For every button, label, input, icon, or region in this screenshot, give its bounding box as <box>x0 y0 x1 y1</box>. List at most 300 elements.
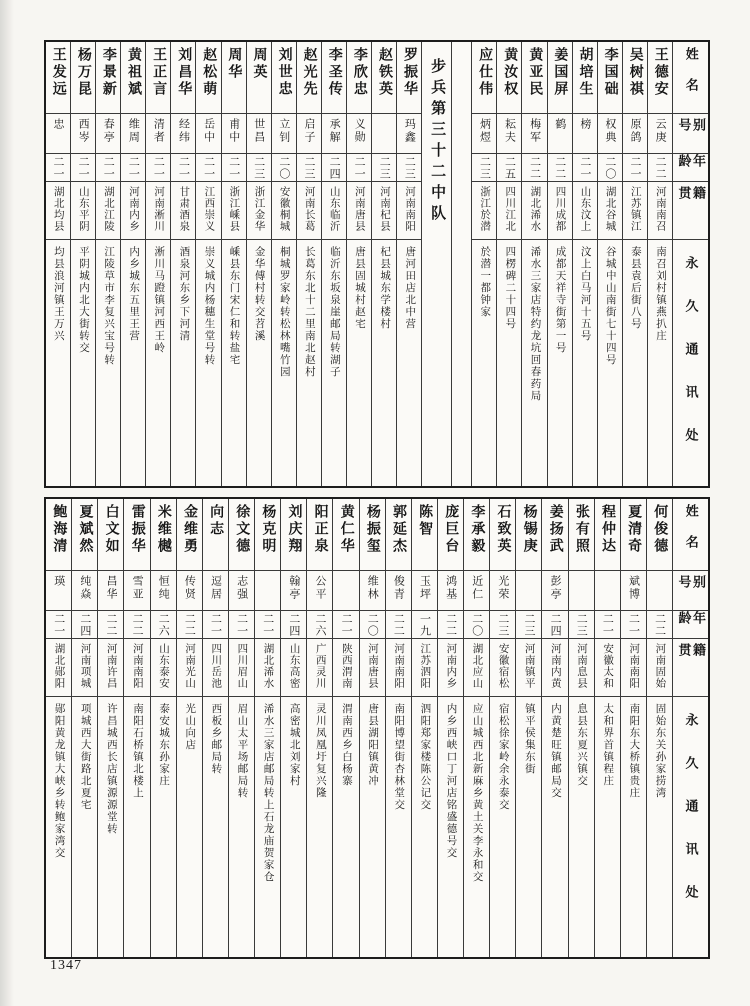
person-alias: 鹤 <box>553 118 566 131</box>
person-age: 二一 <box>227 155 240 180</box>
person-alias-cell <box>621 571 646 611</box>
person-native-place: 河南内乡 <box>445 643 457 689</box>
roster-entry <box>120 42 145 486</box>
person-native-place: 河南南阳 <box>628 643 640 689</box>
person-address: 西板乡邮局转 <box>210 703 222 775</box>
roster-entry <box>594 499 620 957</box>
person-age-cell <box>542 611 567 639</box>
person-native-place-cell <box>229 639 254 697</box>
person-name-cell <box>438 499 463 571</box>
person-native-place-cell <box>438 639 463 697</box>
person-native-place: 江西崇义 <box>203 186 215 232</box>
person-age-cell <box>573 154 597 182</box>
roster-entry <box>296 42 321 486</box>
person-name: 刘世忠 <box>276 47 292 98</box>
person-name-cell <box>464 499 489 571</box>
person-native-place-cell <box>569 639 594 697</box>
person-address-cell <box>203 697 228 957</box>
person-alias-cell <box>647 571 672 611</box>
person-address: 高密城北刘家村 <box>288 703 300 787</box>
roster-entry <box>371 42 396 486</box>
roster-entry <box>646 499 672 957</box>
person-age: 二二 <box>444 612 457 637</box>
person-address-cell <box>46 240 70 486</box>
person-age-cell <box>516 611 541 639</box>
person-age: 二三 <box>496 612 509 637</box>
roster-entry <box>359 499 385 957</box>
person-native-place-cell <box>386 639 411 697</box>
person-age: 二一 <box>629 155 642 180</box>
header-column <box>672 499 708 957</box>
person-address: 泰县袁后街八号 <box>629 246 641 330</box>
roster-entry <box>471 42 496 486</box>
person-age: 二二 <box>553 155 566 180</box>
person-address-cell <box>522 240 546 486</box>
person-alias: 岳中 <box>202 118 215 144</box>
person-name-cell <box>497 42 521 114</box>
person-address-cell <box>464 697 489 957</box>
person-address-cell <box>281 697 306 957</box>
person-age: 二二 <box>654 155 667 180</box>
person-address: 均县浪河镇王万兴 <box>52 246 64 342</box>
header-name-label: 姓名 <box>683 504 699 566</box>
person-name: 雷振华 <box>129 504 145 555</box>
person-alias-cell <box>272 114 296 154</box>
person-address: 泗阳郑家楼陈公记交 <box>419 703 431 811</box>
person-address-cell <box>647 697 672 957</box>
roster-entry <box>246 42 271 486</box>
person-native-place-cell <box>146 182 170 240</box>
person-alias-cell <box>171 114 195 154</box>
person-address: 长葛东北十二里南北赵村 <box>303 246 315 378</box>
person-address-cell <box>247 240 271 486</box>
person-native-place: 安徽宿松 <box>497 643 509 689</box>
person-name: 金维勇 <box>182 504 198 555</box>
roster-entry <box>647 42 672 486</box>
person-alias-cell <box>177 571 202 611</box>
person-native-place-cell <box>333 639 358 697</box>
person-alias-cell <box>464 571 489 611</box>
roster-entry <box>496 42 521 486</box>
person-address: 汶上白马河十五号 <box>579 246 591 342</box>
person-native-place: 河南南召 <box>654 186 666 232</box>
person-name-cell <box>171 42 195 114</box>
person-age: 二四 <box>78 612 91 637</box>
person-alias: 启子 <box>302 118 315 144</box>
person-name: 杨万昆 <box>75 47 91 98</box>
person-native-place: 河南唐县 <box>366 643 378 689</box>
person-native-place-cell <box>46 182 70 240</box>
person-native-place: 山东平阴 <box>77 186 89 232</box>
header-cell-name <box>673 42 708 114</box>
header-cell-native <box>673 639 708 697</box>
person-address-cell <box>573 240 597 486</box>
person-age: 二二 <box>183 612 196 637</box>
person-name: 赵松萌 <box>201 47 217 98</box>
person-name: 郭延杰 <box>391 504 407 555</box>
person-address: 於潜一都钟家 <box>479 246 491 318</box>
person-address: 南召刘村镇燕扒庄 <box>654 246 666 342</box>
person-age: 二二 <box>131 612 144 637</box>
person-name-cell <box>347 42 371 114</box>
person-address-cell <box>347 240 371 486</box>
person-native-place-cell <box>497 182 521 240</box>
person-name-cell <box>573 42 597 114</box>
person-native-place-cell <box>647 639 672 697</box>
person-address: 浠水三家店邮局转上石龙庙贺家仓 <box>262 703 274 883</box>
person-native-place: 河南固始 <box>654 643 666 689</box>
person-alias: 榜 <box>578 118 591 131</box>
person-address-cell <box>490 697 515 957</box>
person-native-place: 湖北郧阳 <box>53 643 65 689</box>
roster-entry <box>228 499 254 957</box>
person-native-place-cell <box>121 182 145 240</box>
header-address-label: 永久通讯处 <box>683 256 699 471</box>
roster-entry <box>437 499 463 957</box>
person-alias-cell <box>542 571 567 611</box>
header-cell-age <box>673 611 708 639</box>
person-age: 二三 <box>522 612 535 637</box>
person-native-place: 浙江金华 <box>253 186 265 232</box>
person-address-cell <box>72 697 97 957</box>
person-age-cell <box>569 611 594 639</box>
person-native-place: 河南许昌 <box>105 643 117 689</box>
person-address: 内乡城东五里王营 <box>128 246 140 342</box>
person-age: 二〇 <box>366 612 379 637</box>
person-address-cell <box>438 697 463 957</box>
person-age-cell <box>647 611 672 639</box>
person-address-cell <box>542 697 567 957</box>
person-native-place-cell <box>171 182 195 240</box>
roster-entry <box>489 499 515 957</box>
person-native-place: 陕西渭南 <box>340 643 352 689</box>
person-native-place: 广西灵川 <box>314 643 326 689</box>
person-native-place-cell <box>124 639 149 697</box>
person-age-cell <box>247 154 271 182</box>
person-age: 二四 <box>287 612 300 637</box>
roster-entry <box>463 499 489 957</box>
person-native-place-cell <box>360 639 385 697</box>
person-name: 王德安 <box>652 47 668 98</box>
person-address: 太和界首镇程庄 <box>602 703 614 787</box>
unit-title-column <box>421 42 451 486</box>
person-alias-cell <box>623 114 647 154</box>
person-alias: 清者 <box>152 118 165 144</box>
person-name-cell <box>595 499 620 571</box>
person-native-place-cell <box>648 182 672 240</box>
person-age: 二一 <box>209 612 222 637</box>
person-name-cell <box>542 499 567 571</box>
person-native-place: 四川江北 <box>504 186 516 232</box>
person-name-cell <box>397 42 421 114</box>
person-alias: 公平 <box>313 575 326 601</box>
person-address-cell <box>623 240 647 486</box>
roster-entry <box>71 499 97 957</box>
person-name-cell <box>372 42 396 114</box>
person-native-place-cell <box>347 182 371 240</box>
person-address: 内乡西峡口丁河店铭盛德号交 <box>445 703 457 859</box>
person-alias-cell <box>322 114 346 154</box>
person-alias: 立钊 <box>277 118 290 144</box>
person-age: 二三 <box>252 155 265 180</box>
person-name-cell <box>522 42 546 114</box>
person-native-place-cell <box>297 182 321 240</box>
person-alias: 传贤 <box>183 575 196 601</box>
roster-entry <box>280 499 306 957</box>
roster-entry <box>170 42 195 486</box>
person-native-place-cell <box>222 182 246 240</box>
person-alias-cell <box>569 571 594 611</box>
person-name: 王发远 <box>50 47 66 98</box>
person-name-cell <box>98 499 123 571</box>
person-alias-cell <box>46 114 70 154</box>
person-native-place-cell <box>598 182 622 240</box>
person-address-cell <box>569 697 594 957</box>
person-native-place-cell <box>516 639 541 697</box>
person-age: 二一 <box>77 155 90 180</box>
person-age-cell <box>46 154 70 182</box>
person-native-place-cell <box>623 182 647 240</box>
roster-entry <box>70 42 95 486</box>
person-name-cell <box>124 499 149 571</box>
roster-entry <box>521 42 546 486</box>
person-alias: 原鸽 <box>629 118 642 144</box>
person-native-place: 安徽太和 <box>602 643 614 689</box>
person-age-cell <box>397 154 421 182</box>
person-alias-cell <box>595 571 620 611</box>
person-native-place: 河南内黄 <box>549 643 561 689</box>
person-address: 渭南西乡白杨寨 <box>340 703 352 787</box>
person-alias-cell <box>151 571 176 611</box>
roster-entry <box>597 42 622 486</box>
roster-entry <box>202 499 228 957</box>
person-name-cell <box>333 499 358 571</box>
person-age: 二四 <box>328 155 341 180</box>
person-native-place: 安徽桐城 <box>278 186 290 232</box>
person-name-cell <box>360 499 385 571</box>
person-age-cell <box>648 154 672 182</box>
person-age-cell <box>146 154 170 182</box>
person-alias: 经纬 <box>177 118 190 144</box>
person-alias: 权典 <box>603 118 616 144</box>
person-address: 淅川马蹬镇河西王岭 <box>153 246 165 354</box>
person-age-cell <box>255 611 280 639</box>
person-address: 唐县湖阳镇黄冲 <box>367 703 379 787</box>
person-age: 二一 <box>601 612 614 637</box>
person-native-place: 河南南阳 <box>404 186 416 232</box>
person-native-place: 湖北谷城 <box>604 186 616 232</box>
roster-entry <box>385 499 411 957</box>
person-native-place: 山东汶上 <box>579 186 591 232</box>
person-alias-cell <box>516 571 541 611</box>
person-name: 夏清奇 <box>626 504 642 555</box>
person-age: 二二 <box>392 612 405 637</box>
person-alias: 云庚 <box>654 118 667 144</box>
person-native-place: 河南镇平 <box>523 643 535 689</box>
header-cell-address <box>673 240 708 486</box>
person-address-cell <box>386 697 411 957</box>
roster-entry <box>572 42 597 486</box>
person-native-place: 浙江嵊县 <box>228 186 240 232</box>
person-name: 黄祖斌 <box>126 47 141 98</box>
person-native-place-cell <box>397 182 421 240</box>
person-address-cell <box>96 240 120 486</box>
person-age-cell <box>98 611 123 639</box>
person-address-cell <box>46 697 71 957</box>
person-alias-cell <box>360 571 385 611</box>
person-native-place: 湖北应山 <box>471 643 483 689</box>
roster-entry <box>46 499 71 957</box>
person-address-cell <box>595 697 620 957</box>
person-address-cell <box>360 697 385 957</box>
person-age-cell <box>171 154 195 182</box>
roster-entry <box>95 42 120 486</box>
person-age-cell <box>272 154 296 182</box>
person-alias: 西岑 <box>77 118 90 144</box>
person-name: 黄汝权 <box>502 47 518 98</box>
person-name-cell <box>203 499 228 571</box>
person-age-cell <box>438 611 463 639</box>
person-age-cell <box>623 154 647 182</box>
person-native-place-cell <box>464 639 489 697</box>
roster-entry <box>271 42 296 486</box>
header-cell-age <box>673 154 708 182</box>
person-native-place-cell <box>372 182 396 240</box>
person-native-place-cell <box>322 182 346 240</box>
person-name-cell <box>247 42 271 114</box>
person-age-cell <box>464 611 489 639</box>
person-name: 阳正泉 <box>312 504 328 555</box>
person-age: 二一 <box>152 155 165 180</box>
header-native-label: 籍贯 <box>676 643 707 670</box>
person-native-place-cell <box>272 182 296 240</box>
person-native-place: 河南杞县 <box>378 186 390 232</box>
person-address: 南阳石桥镇北楼上 <box>131 703 143 799</box>
person-name-cell <box>255 499 280 571</box>
person-age: 二一 <box>177 155 190 180</box>
person-name: 陈智 <box>417 504 433 538</box>
person-age-cell <box>124 611 149 639</box>
header-cell-native <box>673 182 708 240</box>
person-native-place-cell <box>46 639 71 697</box>
person-address-cell <box>397 240 421 486</box>
person-name-cell <box>548 42 572 114</box>
person-age-cell <box>71 154 95 182</box>
person-native-place-cell <box>621 639 646 697</box>
person-alias-cell <box>347 114 371 154</box>
person-age-cell <box>333 611 358 639</box>
person-address-cell <box>598 240 622 486</box>
person-address-cell <box>322 240 346 486</box>
person-address: 息县东夏兴镇交 <box>576 703 588 787</box>
person-alias: 斌博 <box>627 575 640 601</box>
person-alias-cell <box>46 571 71 611</box>
person-alias: 逗居 <box>209 575 222 601</box>
person-age: 二一 <box>52 612 65 637</box>
person-address: 杞县城东学楼村 <box>379 246 391 330</box>
person-age-cell <box>497 154 521 182</box>
person-name-cell <box>46 499 71 571</box>
person-alias-cell <box>573 114 597 154</box>
person-name-cell <box>272 42 296 114</box>
person-native-place: 河南长葛 <box>303 186 315 232</box>
person-alias: 俊青 <box>392 575 405 601</box>
person-name: 周华 <box>226 47 242 81</box>
person-native-place: 河南项城 <box>79 643 91 689</box>
person-native-place-cell <box>522 182 546 240</box>
person-age-cell <box>203 611 228 639</box>
person-name-cell <box>490 499 515 571</box>
person-address: 宿松徐家岭余永泰交 <box>497 703 509 811</box>
person-alias: 义勋 <box>353 118 366 144</box>
person-age: 一九 <box>418 612 431 637</box>
person-native-place: 湖北均县 <box>52 186 64 232</box>
person-name: 黄亚民 <box>527 47 543 98</box>
person-address-cell <box>497 240 521 486</box>
person-name: 李国础 <box>602 47 618 98</box>
person-name-cell <box>146 42 170 114</box>
person-address: 南阳东大桥镇贵庄 <box>628 703 640 799</box>
person-address: 唐县固城村赵宅 <box>354 246 366 330</box>
person-name-cell <box>412 499 437 571</box>
person-age: 二一 <box>353 155 366 180</box>
person-alias-cell <box>222 114 246 154</box>
person-address-cell <box>412 697 437 957</box>
person-age-cell <box>307 611 332 639</box>
person-age-cell <box>490 611 515 639</box>
person-name-cell <box>281 499 306 571</box>
person-alias-cell <box>98 571 123 611</box>
header-column <box>672 42 708 486</box>
roster-entry <box>620 499 646 957</box>
person-address: 南阳博望街杏林堂交 <box>393 703 405 811</box>
person-name-cell <box>121 42 145 114</box>
person-age-cell <box>72 611 97 639</box>
person-name: 杨振玺 <box>364 504 380 555</box>
person-alias: 玉坪 <box>418 575 431 601</box>
person-age: 二三 <box>302 155 315 180</box>
person-native-place: 湖北浠水 <box>529 186 541 232</box>
person-native-place: 四川成都 <box>554 186 566 232</box>
person-alias: 维林 <box>366 575 379 601</box>
person-name-cell <box>598 42 622 114</box>
person-address: 酒泉河东乡下河清 <box>178 246 190 342</box>
person-alias-cell <box>386 571 411 611</box>
person-address: 嵊县东门宋仁和转盐宅 <box>228 246 240 366</box>
person-alias: 近仁 <box>470 575 483 601</box>
person-alias-cell <box>333 571 358 611</box>
person-native-place: 山东泰安 <box>157 643 169 689</box>
person-name-cell <box>647 499 672 571</box>
person-age: 二一 <box>261 612 274 637</box>
roster-entry <box>221 42 246 486</box>
person-alias: 玛鑫 <box>403 118 416 144</box>
person-address-cell <box>124 697 149 957</box>
person-address: 郧阳黄龙镇大峡乡转鲍家湾交 <box>53 703 65 859</box>
roster-entry <box>622 42 647 486</box>
person-age: 二一 <box>578 155 591 180</box>
person-alias: 春亭 <box>102 118 115 144</box>
person-address: 江陵草市李复兴宝号转 <box>103 246 115 366</box>
person-address: 泰安城东孙家庄 <box>158 703 170 787</box>
roster-entry <box>195 42 220 486</box>
person-alias-cell <box>522 114 546 154</box>
person-age: 二二 <box>528 155 541 180</box>
person-native-place: 河南光山 <box>184 643 196 689</box>
person-address-cell <box>272 240 296 486</box>
person-name-cell <box>46 42 70 114</box>
roster-entry <box>306 499 332 957</box>
